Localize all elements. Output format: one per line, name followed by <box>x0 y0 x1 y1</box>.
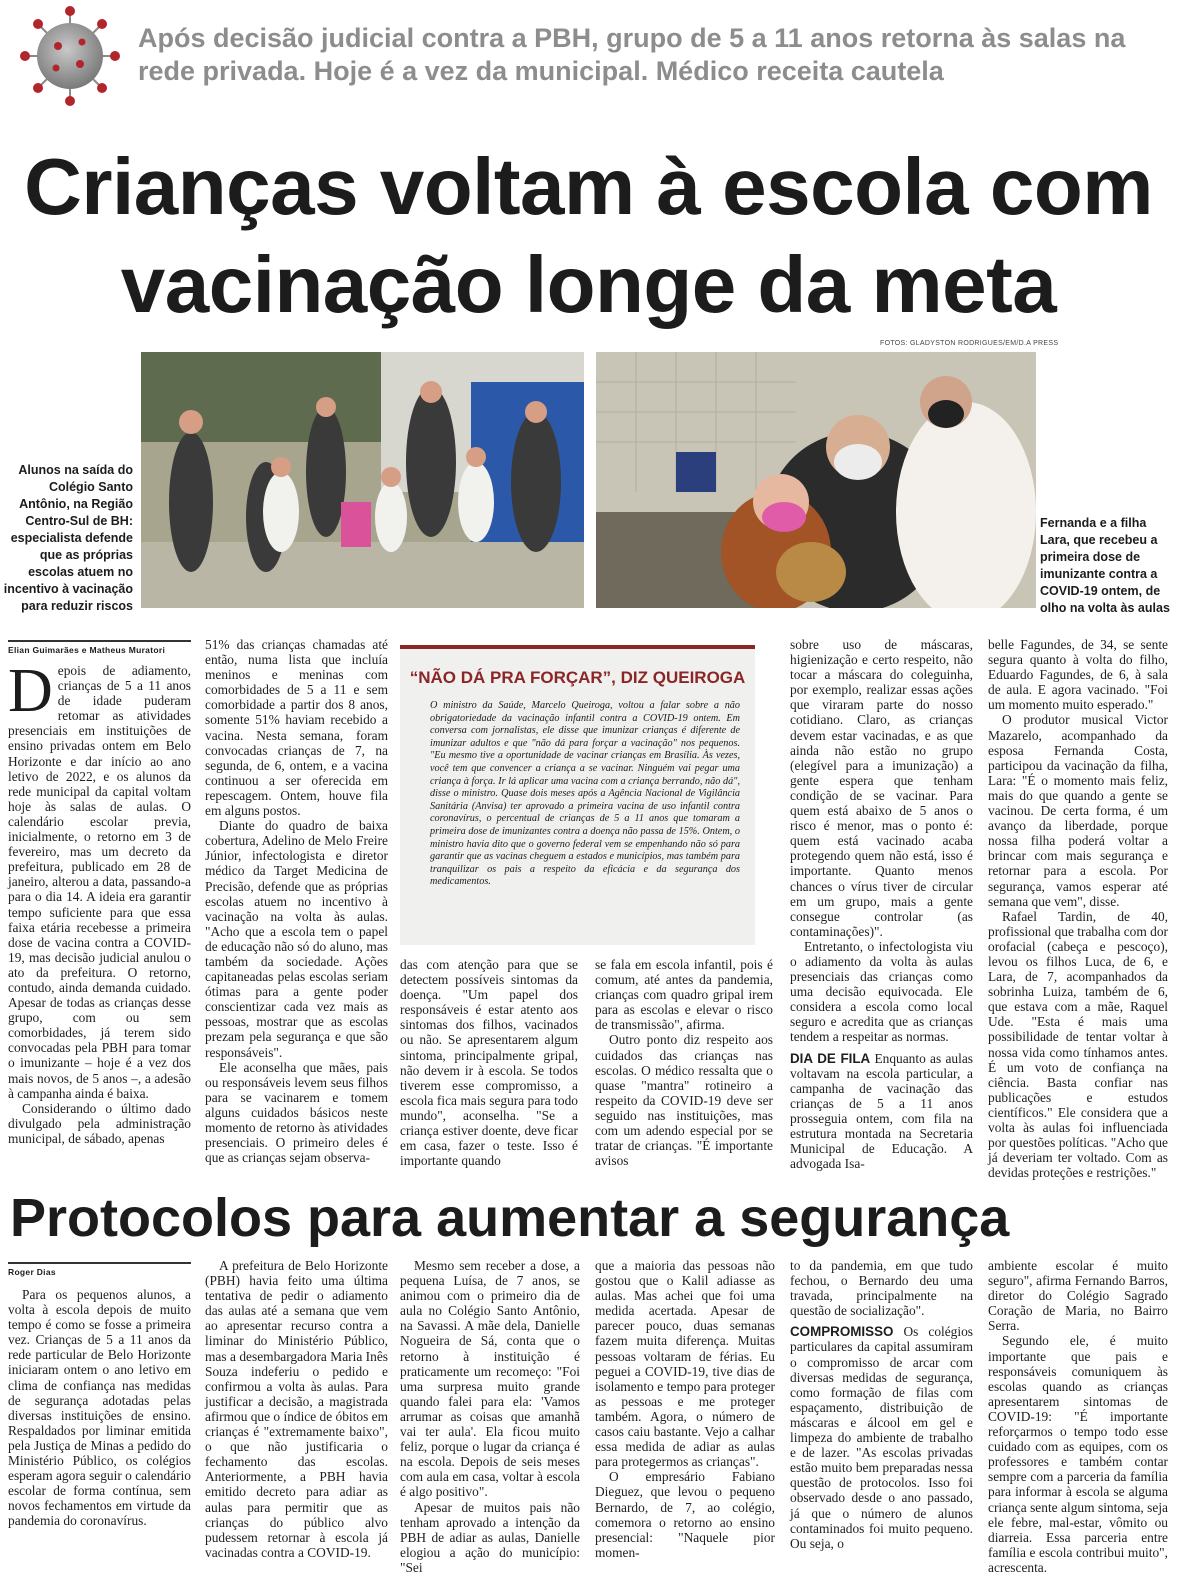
article1-col5-para-2: Entretanto, o infectologista viu o adiamento da volta às aulas presenciais das crianças como uma decisão equivocada. Ele considera a escola como local seguro e acredita que as crianças tendem a respeitar as normas. <box>790 938 973 1045</box>
headline-line-1: Crianças voltam à escola com <box>24 142 1153 231</box>
article1-col2-para-1: 51% das crianças chamadas até então, numa lista que incluía meninos e meninas com comorbidades de 5 a 11 e sem comorbidade a partir dos 8 anos, somente 51% haviam recebido a vacina. Nesta semana, foram convocadas crianças de 7, na segunda, de 6, ontem, e a vacina continuou a ser oferecida em repescagem. Ontem, houve fila em alguns postos. <box>205 637 388 819</box>
article1-col6-para-3: Rafael Tardin, de 40, profissional que trabalha com dor orofacial (cabeça e pescoço), levou os filhos Luca, de 6, e Lara, de 7, acompanhados da sobrinha Luiza, também de 6, que estava com a mãe, Raquel Ude. "Esta é mais uma possibilidade de tentar voltar à nossa vida como tínhamos antes. É um voto de confiança na ciência. Basta confiar nas publicações e estudos científicos." Ele considera que a volta às aulas foi influenciada por questões políticas. "Acho que já deveriam ter voltado. Com as devidas proteções e restrições." <box>988 908 1168 1181</box>
article1-col1-para-1: Depois de adiamento, crianças de 5 a 11 anos de idade puderam retomar as atividades presenciais em instituições de ensino privadas ontem em Belo Horizonte e dar início ao ano letivo de 2022, e os alunos da rede municipal da capital voltam hoje às salas de aulas. O calendário escolar previa, inicialmente, o retorno em 3 de fevereiro, mas um decreto da prefeitura, publicado em 28 de janeiro, alterou a data, passando-a para o dia 14. A ideia era garantir tempo suficiente para que essa faixa etária recebesse a primeira dose de vacina contra a COVID-19, mas decisão judicial anulou o ato da prefeitura. O retorno, contudo, ainda demanda cuidado. Apesar de todas as crianças desse grupo, com ou sem comorbidades, já terem sido convocadas pela PBH para tomar o imunizante – hoje é a vez dos mais novos, de 5 anos –, a adesão à campanha ainda é baixa. <box>8 657 191 1101</box>
article2-col5-para-1: to da pandemia, em que tudo fechou, o Bernardo deu uma travada, principalmente na questão de socialização". <box>790 1258 973 1319</box>
photo-students-leaving-school <box>141 352 584 608</box>
main-headline <box>0 138 1177 334</box>
article2-byline: Roger Dias <box>8 1262 191 1277</box>
article1-column-4 <box>595 957 773 1168</box>
article2-column-6 <box>988 1258 1168 1575</box>
article2-col6-para-1: ambiente escolar é muito seguro", afirma Fernando Barros, diretor do Colégio Sagrado Coração de Maria, no Bairro Serra. <box>988 1258 1168 1334</box>
article1-column-6 <box>988 637 1168 1180</box>
article2-col1-para-1: Para os pequenos alunos, a volta à escola depois de muito tempo é como se fosse a primeira vez. Crianças de 5 a 11 anos da rede particular de Belo Horizonte iniciaram ontem o ano letivo em clima de confiança nas medidas de segurança adotadas pelas diversas instituições de ensino. Respaldados por liminar emitida pela Justiça de Minas a pedido do Ministério Público, os colégios esperam agora seguir o calendário escolar de forma contínua, sem novos fechamentos em virtude da pandemia do coronavírus. <box>8 1287 191 1529</box>
dropcap: D <box>8 657 53 725</box>
article2-column-4 <box>595 1258 775 1560</box>
coronavirus-illustration-icon <box>10 6 130 106</box>
article2-col4-para-1: que a maioria das pessoas não gostou que o Kalil adiasse as aulas. Mas achei que foi uma medida acertada. Apesar de parecer pouco, duas semanas fazem muita diferença. Muitas pessoas voltaram de férias. Eu peguei a COVID-19, tive dias de isolamento e tempo para proteger as pessoas e me proteger também. Agora, o número de casos caiu bastante. Vejo a calhar essa medida de adiar as aulas para protegermos as crianças". <box>595 1258 775 1470</box>
article2-col6-para-2: Segundo ele, é muito importante que pais e responsáveis comuniquem às escolas quando as crianças apresentarem sintomas de COVID-19: "É importante reforçarmos o tempo todo esse cuidado com as equipes, com os professores e também contar sempre com a parceria da família para informar à escola se alguma criança sente algum sintoma, seja ele febre, mal-estar, vômito ou diarreia. Essa parceria entre família e escola contribui muito", acrescenta. <box>988 1333 1168 1575</box>
headline-line-2: vacinação longe da meta <box>120 240 1057 329</box>
sidebar-box-title: “NÃO DÁ PRA FORÇAR”, DIZ QUEIROGA <box>409 668 746 687</box>
article1-col5-para-1: sobre uso de máscaras, higienização e certo respeito, não tocar a máscara do coleguinha, por exemplo, realizar essas ações que viraram parte do nosso cotidiano. Claro, as crianças devem estar vacinadas, e as que ainda não estão no grupo (elegível para a imunização) a gente espera que tenham condição de se vacinar. Para quem está abaixo de 5 anos o risco é menor, mas o ponto é: quem está vacinado acaba protegendo quem não está, isso é importante. Quanto menos chances o vírus tiver de circular em um grupo, mais a gente consegue controlar (as contaminações)". <box>790 637 973 939</box>
article1-col4-para-1: se fala em escola infantil, pois é comum, até antes da pandemia, crianças com quadro gripal irem para as escolas e elevar o risco de transmissão", afirma. <box>595 957 773 1033</box>
photo-caption-vaccination: Fernanda e a filha Lara, que recebeu a primeira dose de imunizante contra a COVID-19 ontem, de olho na volta às aulas <box>1040 516 1170 615</box>
article1-col6-para-2: O produtor musical Victor Mazarelo, acompanhado da esposa Fernanda Costa, participou da vacinação da filha, Lara: "É o momento mais feliz, mais do que quando a gente se vacinou. De certa forma, é um avanço da liberdade, porque nossa filha poderá voltar a brincar com mais segurança e retornar para a escola. Por segurança, vamos esperar até semana que vem", disse. <box>988 712 1168 909</box>
photo-caption-students: Alunos na saída do Colégio Santo Antônio, na Região Centro-Sul de BH: especialista defende que as próprias escolas atuem no incentivo à vacinação para reduzir riscos <box>3 463 133 613</box>
article1-col3-para-1: das com atenção para que se detectem possíveis sintomas da doença. "Um papel dos responsáveis é estar atento aos sintomas dos filhos, vacinados ou não. Se apresentarem algum sintoma, principalmente gripal, não devem ir à escola. Se todos tiverem esse compromisso, a escola fica mais segura para todo mundo", aconselha. "Se a criança estiver doente, deve ficar em casa, fazer o teste. Isso é importante quando <box>400 957 578 1169</box>
article1-column-5 <box>790 637 973 1171</box>
kicker: Após decisão judicial contra a PBH, grupo de 5 a 11 anos retorna às salas na rede privada. Hoje é a vez da municipal. Médico receita cautela <box>138 23 1126 86</box>
article2-column-2 <box>205 1258 388 1560</box>
article1-col2-para-2: Diante do quadro de baixa cobertura, Adelino de Melo Freire Júnior, infectologista e diretor médico da Target Medicina de Precisão, defende que as próprias escolas atuem no incentivo à vacinação na volta às aulas. "Acho que a escola tem o papel de educação não só do aluno, mas também da sociedade. Ações capitaneadas pelas escolas seriam ótimas para a gente poder conscientizar cada vez mais as pessoas, mostrar que as escolas prezam pela segurança e que são responsáveis". <box>205 818 388 1060</box>
article2-column-5 <box>790 1258 973 1551</box>
article2-col4-para-2: O empresário Fabiano Dieguez, que levou o pequeno Bernardo, de 7, ao colégio, comemora o retorno ao ensino presencial: "Naquele pior momen- <box>595 1469 775 1560</box>
article1-column-2 <box>205 637 388 1165</box>
article1-column-3 <box>400 957 578 1168</box>
article2-col3-para-2: Apesar de muitos pais não tenham aprovado a intenção da PBH de adiar as aulas, Danielle elogiou a ação do município: "Sei <box>400 1499 580 1575</box>
article1-col4-para-2: Outro ponto diz respeito aos cuidados das crianças nas escolas. O médico ressalta que o quase "mantra" rotineiro a respeito da COVID-19 deve ser seguido nas instituições, mas com um adendo especial por se tratar de crianças. "É importante avisos <box>595 1032 773 1169</box>
sidebar-box-text: O ministro da Saúde, Marcelo Queiroga, voltou a falar sobre a não obrigatoriedade da vacinação infantil contra a COVID-19 ontem. Em conversa com jornalistas, ele disse que imunizar crianças é diferente de imunizar adultos e que "não dá para forçar a vacinação" nos pequenos. "Eu mesmo tive a oportunidade de vacinar crianças em Brasília. Às vezes, você tem que convencer a criança a se vacinar. Ninguém vai pegar uma criança à força. Ir lá aplicar uma vacina com a criança berrando, não dá", disse o ministro. Quase dois meses após a Agência Nacional de Vigilância Sanitária (Anvisa) ter aprovado a primeira vacina de uso infantil contra coronavírus, o percentual de crianças de 5 a 11 anos que tomaram a primeira dose de imunizantes contra a doença não passa de 15%. Ontem, o ministro havia dito que o governo federal vem se empenhando não só para garantir que as vacinas cheguem a estados e municípios, mas também para tranquilizar os pais a respeito da eficácia e da segurança dos medicamentos. <box>430 700 740 888</box>
article1-col1-para-2: Considerando o último dado divulgado pela administração municipal, de sábado, apenas <box>8 1100 191 1146</box>
article2-column-3 <box>400 1258 580 1575</box>
section-label-compromisso: COMPROMISSO <box>790 1324 894 1340</box>
photo-credit: FOTOS: GLADYSTON RODRIGUES/EM/D.A PRESS <box>880 340 1059 347</box>
article2-col2-para-1: A prefeitura de Belo Horizonte (PBH) havia feito uma última tentativa de pedir o adiamento das aulas até a semana que vem ao apresentar recurso contra a liminar do Ministério Público, mas a desembargadora Maria Inês Souza indeferiu o pedido e confirmou a volta às aulas. Para justificar a decisão, a magistrada afirmou que o índice de óbitos em crianças é "extremamente baixo", o que não justificaria o fechamento das escolas. Anteriormente, a PBH havia emitido decreto para adiar as aulas para permitir que as crianças do público alvo pudessem retornar à escola já vacinadas contra a COVID-19. <box>205 1258 388 1560</box>
article2-col5-para-2: COMPROMISSO Os colégios particulares da capital assumiram o compromisso de arcar com diversas medidas de segurança, como formação de filas com espaçamento, distribuição de máscaras e álcool em gel e limpeza do ambiente de trabalho e de lazer. "As escolas privadas estão muito bem preparadas nessa questão de protocolos. Isso foi observado desde o ano passado, já que o número de alunos contaminados foi muito pequeno. Ou seja, o <box>790 1324 973 1551</box>
article1-byline: Elian Guimarães e Matheus Muratori <box>8 640 191 655</box>
article1-col2-para-3: Ele aconselha que mães, pais ou responsáveis levem seus filhos para se vacinarem e tomem alguns cuidados básicos neste momento de retorno às atividades presenciais. O primeiro deles é que as crianças sejam observa- <box>205 1059 388 1166</box>
sidebar-box-accent-bar <box>400 645 755 649</box>
article1-column-1 <box>8 657 191 1146</box>
article2-col3-para-1: Mesmo sem receber a dose, a pequena Luísa, de 7 anos, se animou com o primeiro dia de aula no Colégio Santo Antônio, na Savassi. A mãe dela, Danielle Nogueira de Sá, conta que o retorno à instituição é praticamente um recomeço: "Foi uma surpresa muito grande quando falei para ela: 'Vamos arrumar as coisas que amanhã vai ter aula'. Ela ficou muito feliz, porque o lugar da criança é na escola. Depois de seis meses com aula em casa, voltar à escola é algo positivo". <box>400 1258 580 1500</box>
photo-child-vaccination <box>596 352 1036 608</box>
article2-column-1 <box>8 1287 191 1529</box>
secondary-headline: Protocolos para aumentar a segurança <box>10 1188 1010 1248</box>
article1-col5-para-3: DIA DE FILA Enquanto as aulas voltavam na escola particular, a campanha de vacinação das crianças de 5 a 11 anos prosseguia ontem, com fila na estrutura montada na Secretaria Municipal de Educação. A advogada Isa- <box>790 1050 973 1172</box>
section-label-dia-de-fila: DIA DE FILA <box>790 1050 871 1066</box>
article1-col6-para-1: belle Fagundes, de 34, se sente segura quanto à volta do filho, Eduardo Fagundes, de 6, à sala de aula. E agora vacinado. "Foi um momento muito esperado." <box>988 637 1168 713</box>
